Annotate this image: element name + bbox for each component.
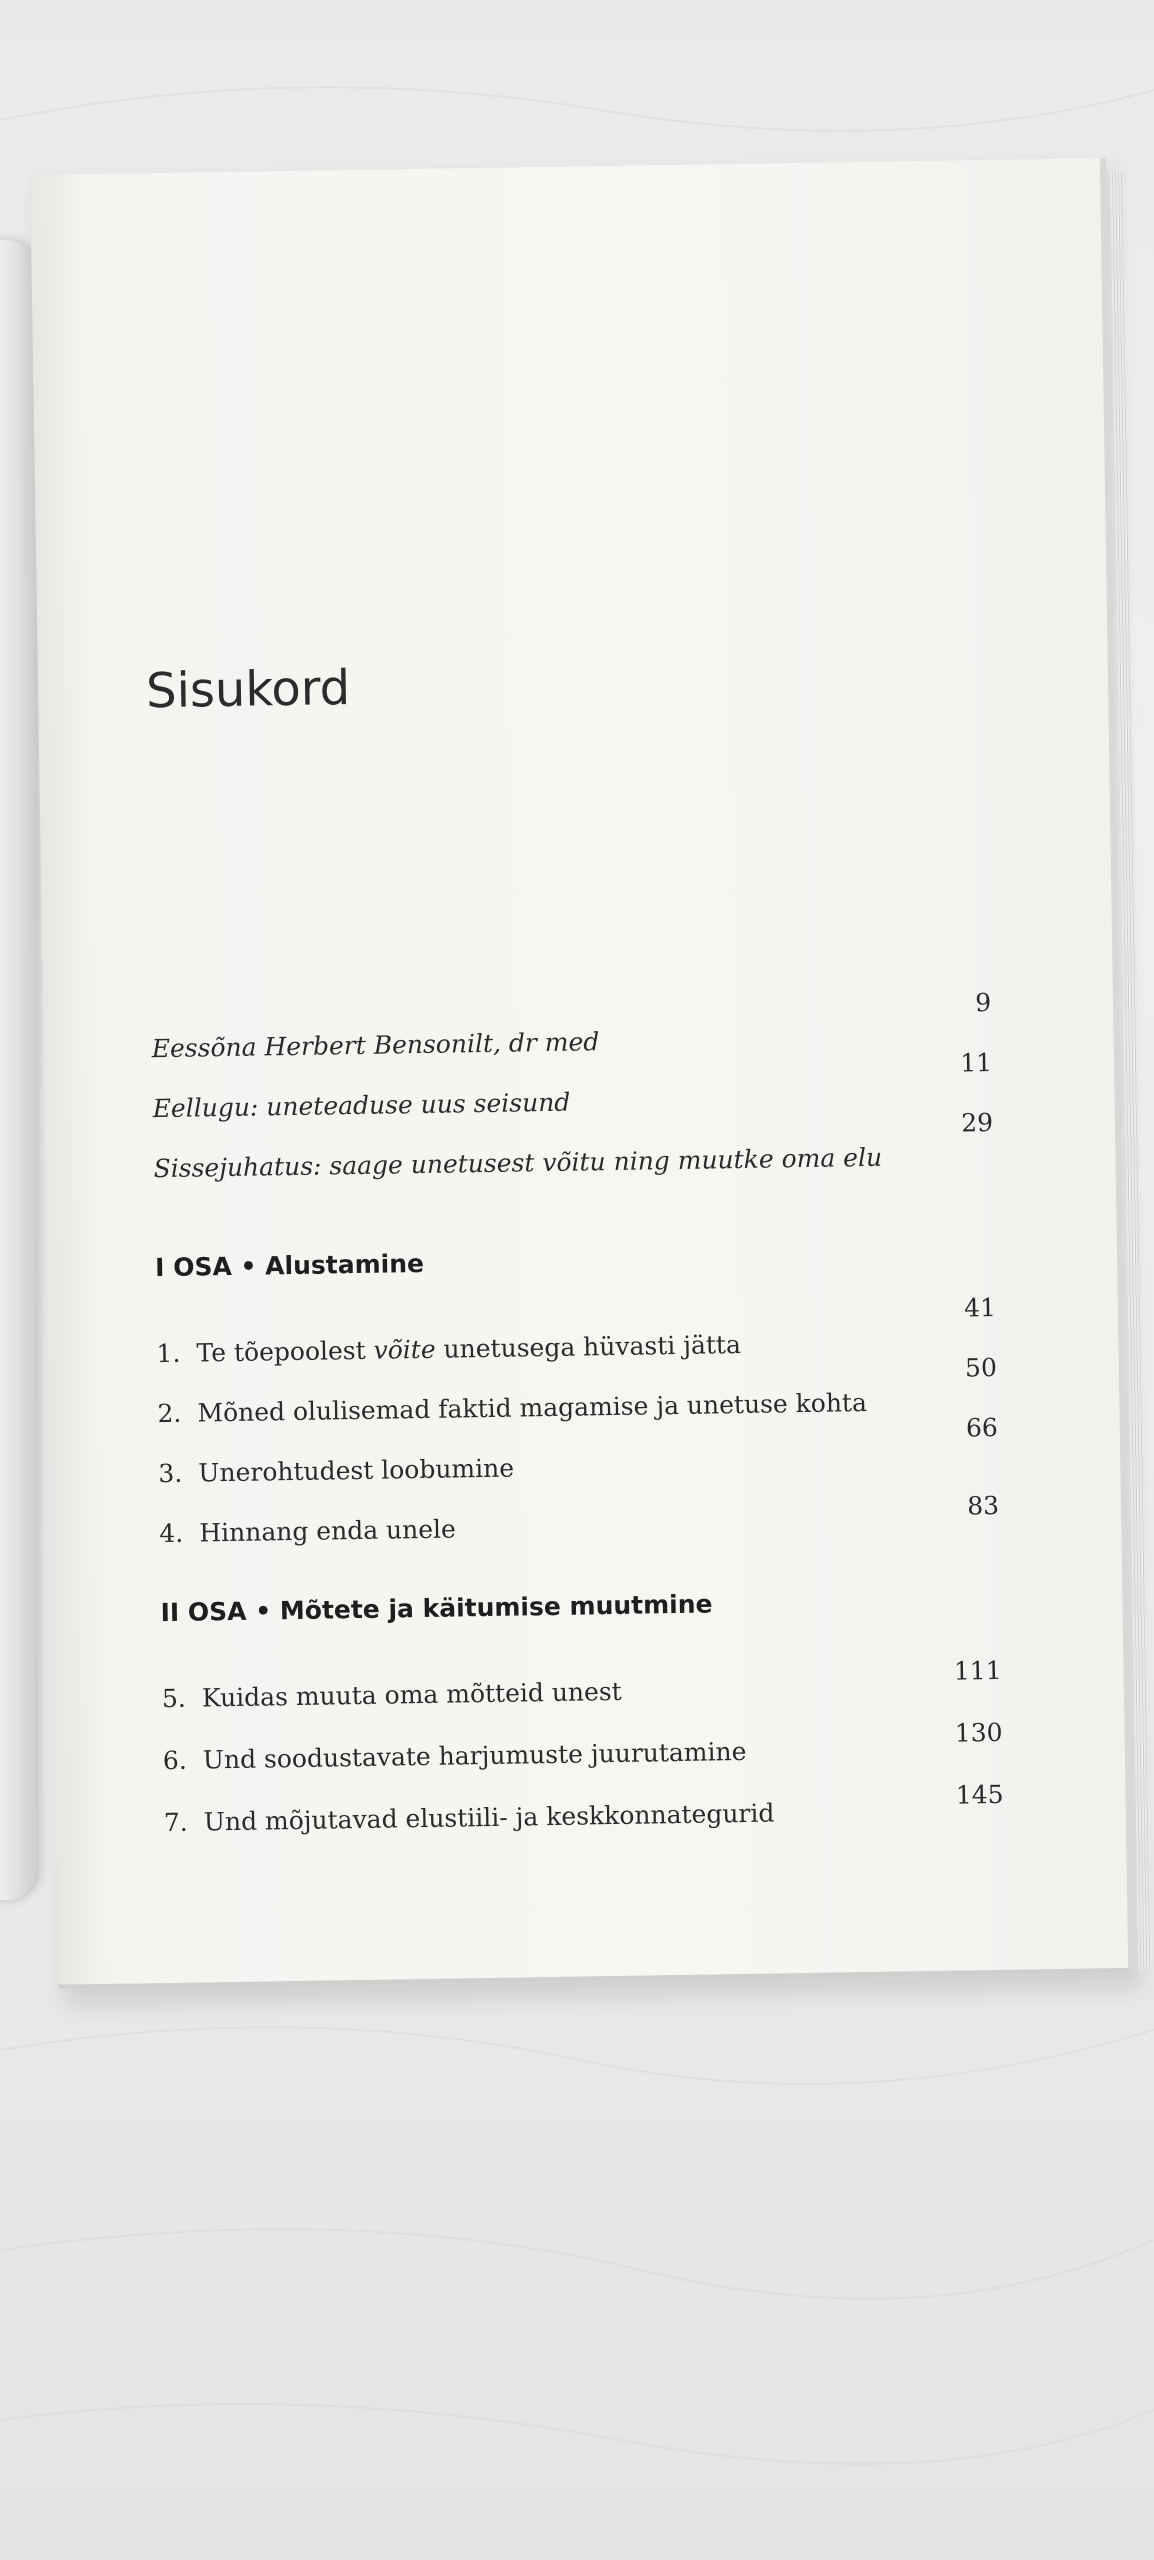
chapter-page: 41 (963, 1292, 997, 1323)
chapter-number: 6. (162, 1745, 188, 1776)
toc-chapter (163, 1774, 1004, 1837)
toc-chapter (158, 1412, 999, 1489)
toc-chapter (159, 1485, 1000, 1548)
chapter-title: Hinnang enda unele (199, 1514, 457, 1548)
chapter-page: 66 (965, 1412, 999, 1443)
part-heading: I OSA • Alustamine (154, 1248, 425, 1283)
toc-entry-label: Eessõna Herbert Bensonilt, dr med (151, 1027, 600, 1064)
toc-entry-foreword (151, 988, 992, 1064)
chapter-page: 130 (954, 1717, 1003, 1748)
chapter-number: 2. (157, 1398, 182, 1429)
chapter-page: 111 (953, 1655, 1002, 1686)
previous-page-edge (0, 240, 36, 1900)
chapter-number: 1. (156, 1338, 181, 1369)
chapter-page: 145 (955, 1779, 1004, 1810)
chapter-title: Unerohtudest loobumine (198, 1453, 515, 1488)
toc-chapter (157, 1352, 998, 1429)
chapter-title: Te tõepoolest võite unetusega hüvasti jätta (196, 1329, 742, 1368)
chapter-page: 83 (966, 1490, 1000, 1521)
chapter-title: Und mõjutavad elustiili- ja keskkonnategurid (203, 1798, 775, 1837)
chapter-title: Und soodustavate harjumuste juurutamine (202, 1736, 747, 1775)
toc-chapter (162, 1712, 1003, 1775)
page-title: Sisukord (145, 660, 351, 720)
toc-chapter (161, 1650, 1002, 1713)
chapter-number: 7. (163, 1807, 188, 1838)
toc-chapter (156, 1292, 997, 1369)
toc-entry-label: Eellugu: uneteaduse uus seisund (152, 1087, 571, 1124)
chapter-number: 3. (158, 1458, 183, 1489)
chapter-title: Mõned olulisemad faktid magamise ja unetuse kohta (197, 1388, 868, 1428)
toc-entry-introduction (153, 1107, 994, 1184)
chapter-number: 5. (161, 1683, 187, 1714)
chapter-page: 50 (964, 1352, 998, 1383)
toc-entry-page: 29 (960, 1107, 994, 1138)
toc-entry-label: Sissejuhatus: saage unetusest võitu ning muutke oma elu (153, 1142, 883, 1184)
book-page (30, 158, 1134, 1989)
toc-entry-prologue (152, 1047, 993, 1124)
chapter-number: 4. (159, 1518, 184, 1549)
part-heading: II OSA • Mõtete ja käitumise muutmine (160, 1589, 713, 1628)
chapter-title: Kuidas muuta oma mõtteid unest (201, 1676, 622, 1713)
book-page-wrapper (30, 158, 1138, 1995)
toc-entry-page: 9 (974, 988, 992, 1018)
toc-entry-page: 11 (960, 1047, 993, 1078)
